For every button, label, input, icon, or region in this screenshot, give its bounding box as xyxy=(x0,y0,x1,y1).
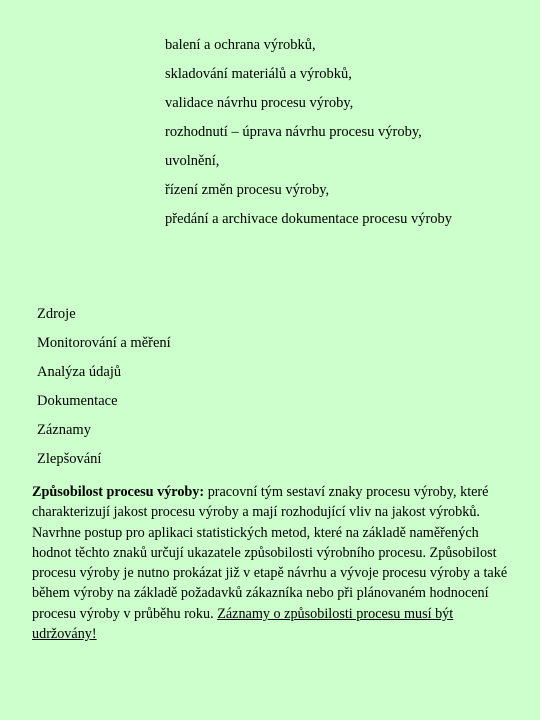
section-item-dokumentace: Dokumentace xyxy=(37,393,118,409)
list-item: řízení změn procesu výroby, xyxy=(165,182,330,198)
paragraph-term: Způsobilost procesu výroby: xyxy=(32,484,205,500)
list-item: předání a archivace dokumentace procesu výroby xyxy=(165,211,453,227)
section-item-analyza: Analýza údajů xyxy=(37,364,122,380)
list-item: uvolnění, xyxy=(165,153,220,169)
list-item: validace návrhu procesu výroby, xyxy=(165,95,354,111)
section-list xyxy=(37,302,171,476)
section-item-zdroje: Zdroje xyxy=(37,306,76,322)
capability-paragraph xyxy=(32,482,516,644)
list-item: skladování materiálů a výrobků, xyxy=(165,66,352,82)
list-item: balení a ochrana výrobků, xyxy=(165,37,316,53)
process-steps-list xyxy=(165,33,452,236)
paragraph-body: pracovní tým sestaví znaky procesu výroby, které charakterizují jakost procesu výroby a mají rozhodující vliv na jakost výrobků. Navrhne postup pro aplikaci statistických metod, které na základě naměřených hodnot těchto znaků určují ukazatele způsobilosti výrobního procesu. Způsobilost procesu výroby je nutno prokázat již v etapě návrhu a vývoje procesu výroby a také během výroby na základě požadavků zákazníka nebo při plánovaném hodnocení procesu výroby v průběhu roku. xyxy=(32,484,508,622)
section-item-zaznamy: Záznamy xyxy=(37,422,91,438)
section-item-monitorovani: Monitorování a měření xyxy=(37,335,171,351)
section-item-zlepsovani: Zlepšování xyxy=(37,451,102,467)
list-item: rozhodnutí – úprava návrhu procesu výroby, xyxy=(165,124,422,140)
paragraph-emphasis: Záznamy o způsobilosti procesu musí být udržovány! xyxy=(32,605,454,643)
